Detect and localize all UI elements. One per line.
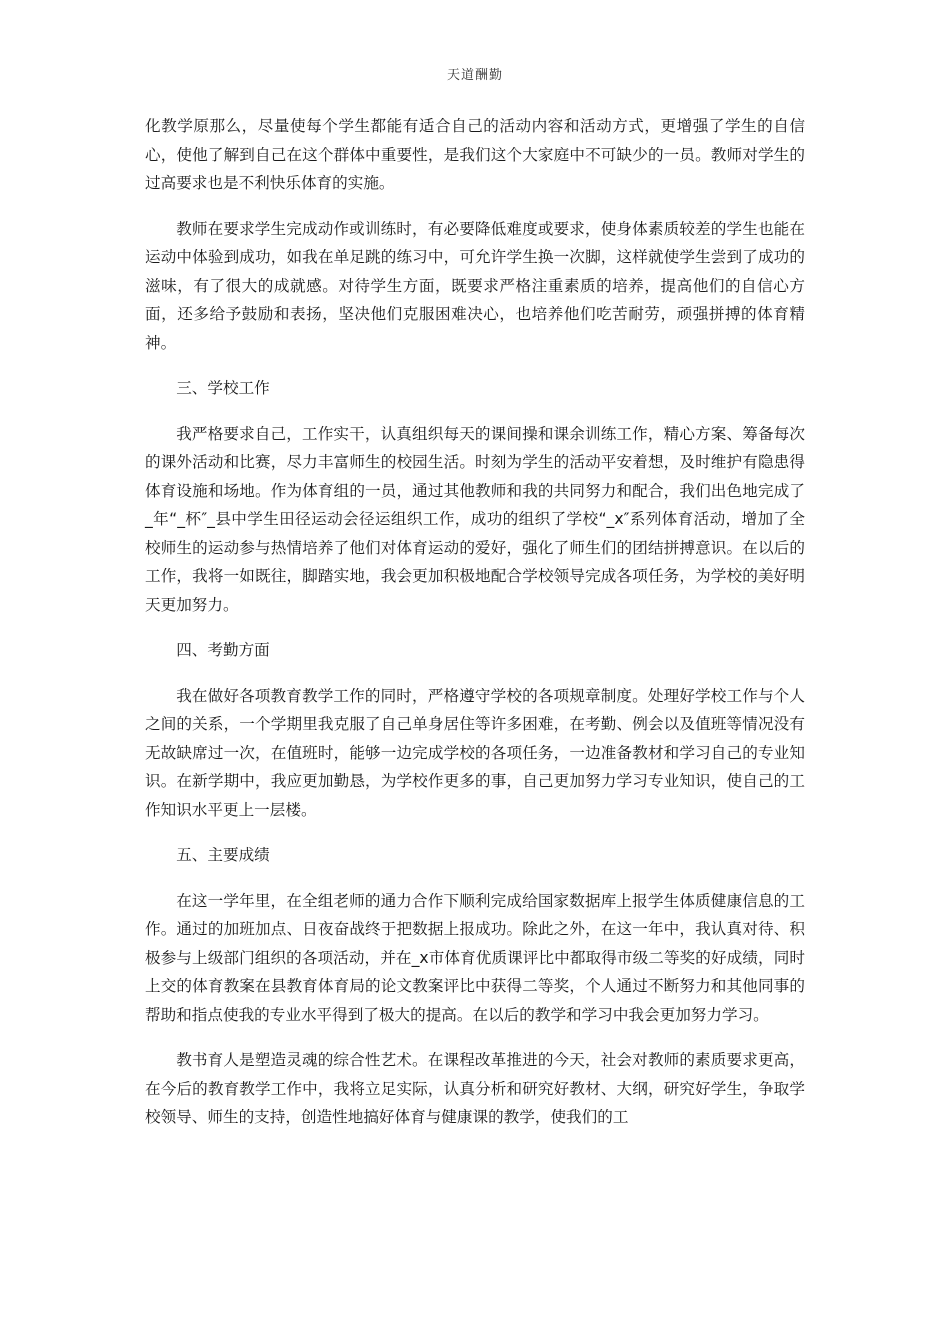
section-heading-achievements: 五、主要成绩: [176, 846, 270, 864]
page-header: 天道酬勤: [446, 68, 503, 83]
section-heading-school-work: 三、学校工作: [176, 379, 270, 397]
paragraph-school-work: 我严格要求自己，工作实干，认真组织每天的课间操和课余训练工作，精心方案、筹备每次的课外活动和比赛，尽力丰富师生的校园生活。时刻为学生的活动平安着想，及时维护有隐患得体育设施和场地。作为体育组的一员，通过其他教师和我的共同努力和配合，我们出色地完成了_年“_杯″_县中学生田径运动会径运组织工作，成功的组织了学校“_x″系列体育活动，增加了全校师生的运动参与热情培养了他们对体育运动的爱好，强化了师生们的团结拼搏意识。在以后的工作，我将一如既往，脚踏实地，我会更加积极地配合学校领导完成各项任务，为学校的美好明天更加努力。: [145, 424, 805, 614]
paragraph-conclusion: 教书育人是塑造灵魂的综合性艺术。在课程改革推进的今天，社会对教师的素质要求更高，在今后的教育教学工作中，我将立足实际，认真分析和研究好教材、大纲，研究好学生，争取学校领导、师生的支持，创造性地搞好体育与健康课的教学，使我们的工: [145, 1051, 805, 1126]
paragraph-achievements: 在这一学年里，在全组老师的通力合作下顺利完成给国家数据库上报学生体质健康信息的工作。通过的加班加点、日夜奋战终于把数据上报成功。除此之外，在这一年中，我认真对待、积极参与上级部门组织的各项活动，并在_x市体育优质课评比中都取得市级二等奖的好成绩，同时上交的体育教案在县教育体育局的论文教案评比中获得二等奖，个人通过不断努力和其他同事的帮助和指点使我的专业水平得到了极大的提高。在以后的教学和学习中我会更加努力学习。: [145, 891, 805, 1024]
paragraph-attendance: 我在做好各项教育教学工作的同时，严格遵守学校的各项规章制度。处理好学校工作与个人之间的关系，一个学期里我克服了自己单身居住等许多困难，在考勤、例会以及值班等情况没有无故缺席过一次，在值班时，能够一边完成学校的各项任务，一边准备教材和学习自己的专业知识。在新学期中，我应更加勤恳，为学校作更多的事，自己更加努力学习专业知识，使自己的工作知识水平更上一层楼。: [145, 686, 805, 819]
paragraph-continued: 化教学原那么，尽量使每个学生都能有适合自己的活动内容和活动方式，更增强了学生的自信心，使他了解到自己在这个群体中重要性，是我们这个大家庭中不可缺少的一员。教师对学生的过高要求也是不利快乐体育的实施。: [145, 117, 805, 192]
paragraph-teacher-requirements: 教师在要求学生完成动作或训练时，有必要降低难度或要求，使身体素质较差的学生也能在运动中体验到成功，如我在单足跳的练习中，可允许学生换一次脚，这样就使学生尝到了成功的滋味，有了很大的成就感。对待学生方面，既要求严格注重素质的培养，提高他们的自信心方面，还多给予鼓励和表扬，坚决他们克服困难决心，也培养他们吃苦耐劳，顽强拼搏的体育精神。: [145, 219, 805, 352]
document-body: [145, 112, 805, 1149]
section-heading-attendance: 四、考勤方面: [176, 641, 270, 659]
